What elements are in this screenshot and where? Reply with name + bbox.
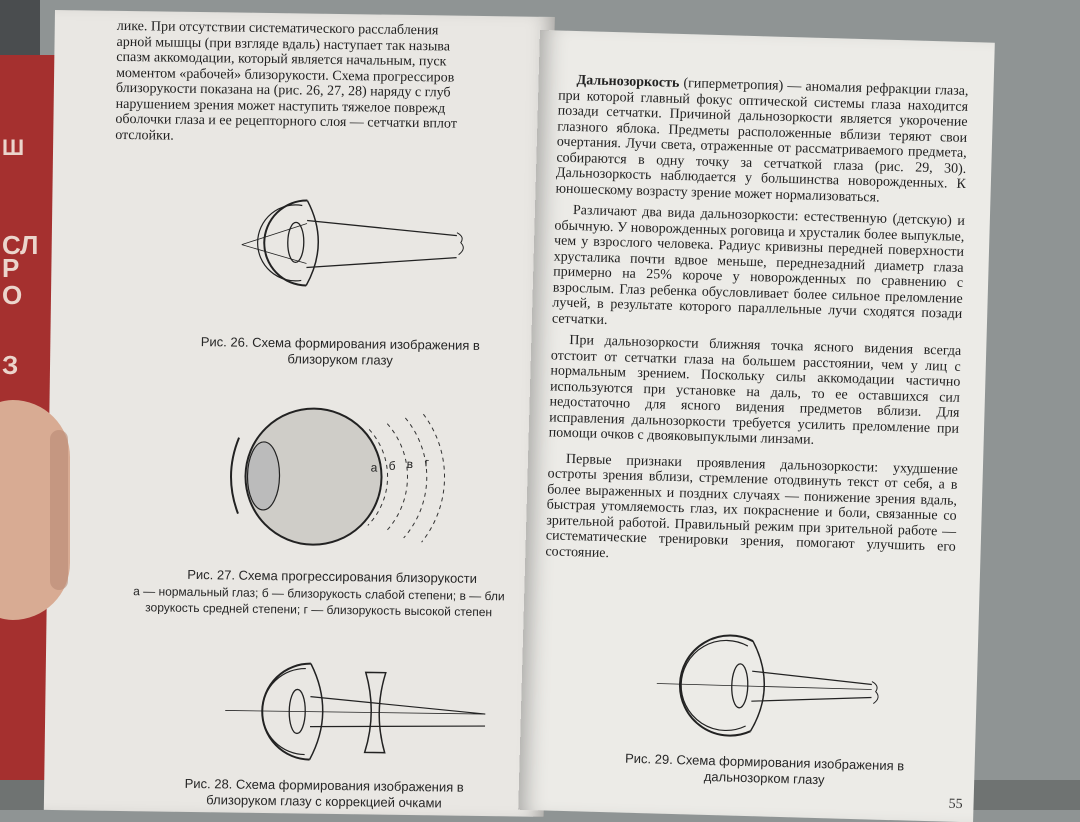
fig26-caption: Рис. 26. Схема формирования изображения в близоруком глазу [200, 334, 481, 368]
cover-text: О [2, 280, 23, 310]
text-line: отслойки. [115, 127, 174, 144]
left-page [44, 10, 555, 817]
fig29-hyperopic-eye-diagram [650, 623, 913, 750]
paragraph-hyperopia-symptoms: Первые признаки проявления дальнозоркости: ухудшение остроты зрения вблизи, стремление отодвинуть текст от себя, а в более выраженных и поздних случаях — понижение зрения вдаль, быстрая утомляемость глаз, их покраснение и боли, связанные со зрительной работой. Правильный режим при зрительной работе — систематические тренировки зрения, помогают улучшить его состояние. [545, 451, 959, 561]
text-line: спазм аккомодации, который является начальным, пуск [116, 49, 447, 70]
text-line: оболочки глаза и ее рецепторного слоя — сетчатки вплот [115, 111, 458, 132]
fig28-corrected-myopia-diagram [214, 650, 506, 774]
cover-text: СЛ [2, 230, 39, 260]
text-line: арной мышцы (при взгляде вдаль) наступает так называ [116, 34, 451, 55]
term-hyperopia: Дальнозоркость [576, 73, 680, 91]
paragraph-hyperopia-definition [555, 73, 968, 208]
fig28-caption: Рис. 28. Схема формирования изображения в близоруком глазу с коррекцией очками [184, 775, 464, 811]
right-page-text [545, 73, 968, 571]
cover-text: З [2, 350, 19, 380]
cover-text: Ш [2, 135, 25, 160]
fig27-caption: Рис. 27. Схема прогрессирования близорукости [187, 566, 478, 586]
right-page [518, 30, 995, 822]
paragraph-hyperopia-correction: При дальнозоркости ближняя точка ясного видения всегда отстоит от сетчатки глаза на большем расстоянии, чем у лиц с нормальным зрением. Поскольку силы аккомодации частично используются при установке на даль, то ее оставшихся сил недостаточно для ясного видения предметов вблизи. Для исправления дальнозоркости требуется усилить преломление при помощи очков с двояковыпуклыми линзами. [548, 332, 962, 448]
fig27-myopia-progression-diagram [217, 397, 489, 561]
text-line: лике. При отсутствии систематического расслабления [116, 18, 439, 39]
fig27-letter-v: в [406, 456, 414, 472]
cover-text: Р [2, 253, 20, 283]
background-shadow [0, 0, 40, 60]
paragraph-hyperopia-types: Различают два вида дальнозоркости: естественную (детскую) и обычную. У новорожденных роговица и хрусталик более выпуклые, чем у взрослого человека. Радиус кривизны передней поверхности хрусталика почти вдвое меньше, переднезадний диаметр глаза примерно на 25% короче у новорожденных по сравнению с взрослым. Глаз ребенка обусловливает более сильное преломление лучей, в результате которого параллельные лучи сходятся позади сетчатки. [551, 202, 966, 328]
paragraph-text: (гиперметропия) — аномалия рефракции глаза, при которой главный фокус оптической системы глаза находится позади сетчатки. Причиной дальнозоркости является укорочение глазного яблока. Предметы расположенные вблизи теряют свои очертания. Лучи света, отраженные от рассматриваемого предмета, собираются в одну точку за сетчаткой глаза (рис. 29, 30). Дальнозоркость наблюдается у большинства новорожденных. К юношескому возрасту зрение может нормализоваться. [555, 75, 969, 206]
text-line: близорукости показана на (рис. 26, 27, 28) наряду с глуб [115, 80, 451, 101]
fig27-letter-b: б [388, 458, 396, 473]
text-line: моментом «рабочей» близорукости. Схема прогрессиров [116, 65, 455, 86]
fig26-myopic-eye-diagram [211, 184, 483, 298]
fig27-letter-a: а [370, 460, 378, 475]
thumb-shadow [50, 430, 68, 590]
fig27-letter-g: г [424, 455, 430, 470]
page-number: 55 [948, 796, 963, 813]
text-line: нарушением зрения может наступить тяжелое поврежд [115, 96, 446, 116]
fig29-caption: Рис. 29. Схема формирования изображения в дальнозорком глазу [624, 750, 905, 788]
fig27-legend: а — нормальный глаз; б — близорукость слабой степени; в — бли зорукость средней степени; г — близорукость высокой степен [133, 584, 505, 620]
left-page-text [115, 19, 557, 149]
